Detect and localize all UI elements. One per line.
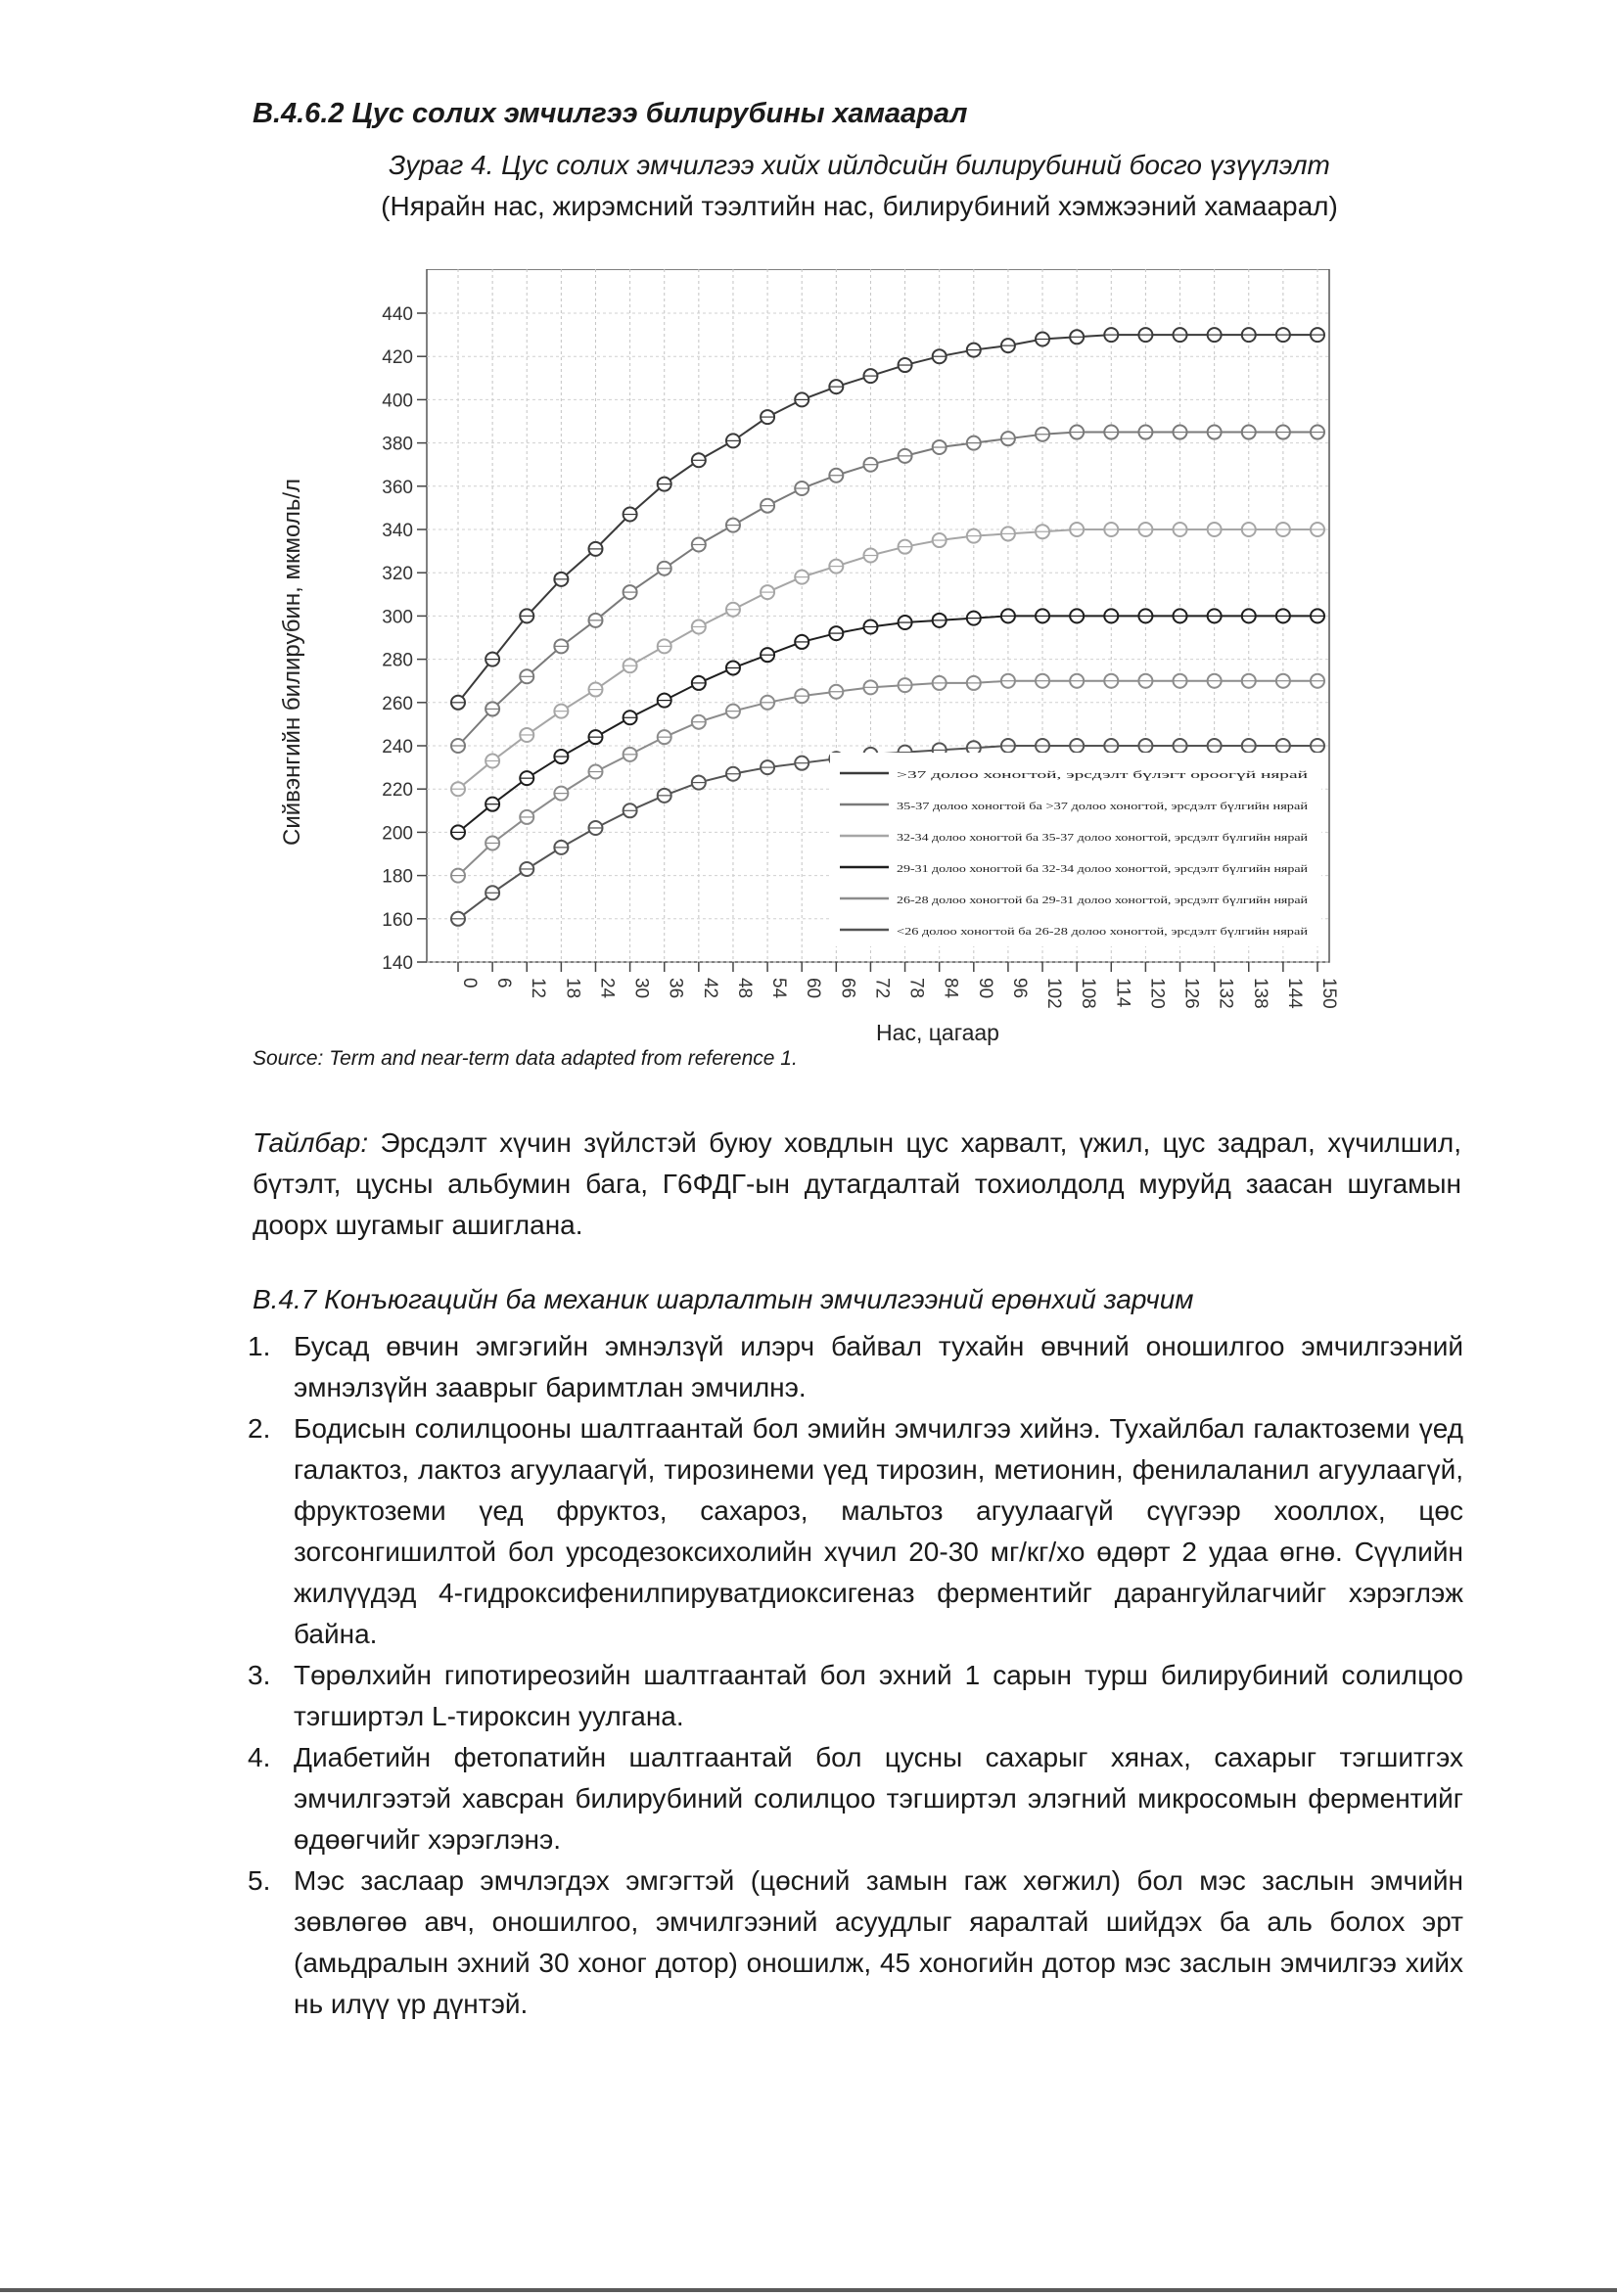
x-tick-label: 60 (803, 978, 824, 999)
section-title: В.4.6.2 Цус солих эмчилгээ билирубины хамаарал (253, 98, 968, 129)
x-tick-label: 120 (1146, 978, 1168, 1009)
page-bottom-edge (0, 2288, 1617, 2292)
subsection-title: В.4.7 Конъюгацийн ба механик шарлалтын эмчилгээний ерөнхий зарчим (253, 1284, 1194, 1314)
list-item-text: Төрөлхийн гипотиреозийн шалтгаантай бол эхний 1 сарын турш билирубиний солилцоо тэгширтэл L-тироксин уулгана. (294, 1660, 1463, 1731)
y-tick-label: 400 (382, 390, 413, 412)
list-item (240, 1737, 1463, 1860)
figure-caption-line2: (Нярайн нас, жирэмсний тээлтийн нас, билирубиний хэмжээний хамаарал) (381, 191, 1338, 221)
x-tick-label: 102 (1043, 978, 1065, 1009)
list-item (240, 1655, 1463, 1737)
list-item-number: 1. (248, 1331, 271, 1361)
x-tick-label: 90 (974, 978, 995, 999)
x-tick-label: 138 (1249, 978, 1270, 1009)
legend-entry: 29-31 долоо хоногтой ба 32-34 долоо хоногтой, эрсдэлт бүлгийн нярай (897, 863, 1309, 875)
x-tick-label: 126 (1180, 978, 1202, 1009)
x-tick-label: 18 (562, 978, 583, 999)
x-tick-label: 150 (1318, 978, 1339, 1009)
legend-box (830, 753, 1321, 946)
list-item-number: 5. (248, 1865, 271, 1896)
figure-source: Source: Term and near-term data adapted from reference 1. (253, 1047, 798, 1070)
y-tick-label: 440 (382, 304, 413, 325)
y-tick-label: 240 (382, 737, 413, 758)
list-item (240, 1860, 1463, 2025)
legend-entry: 35-37 долоо хоногтой ба >37 долоо хоногтой, эрсдэлт бүлгийн нярай (897, 801, 1309, 812)
x-tick-label: 48 (733, 978, 755, 999)
x-tick-label: 96 (1008, 978, 1030, 999)
y-tick-label: 180 (382, 866, 413, 888)
y-tick-label: 200 (382, 823, 413, 845)
list-item-text: Мэс заслаар эмчлэгдэх эмгэгтэй (цөсний замын гаж хөгжил) бол мэс заслын эмчийн зөвлөгөө авч, оношилгоо, эмчилгээний асуудлыг яаралтай шийдэх ба аль болох эрт (амьдралын эхний 30 хоног дотор) оношилж, 45 хоногийн дотор мэс заслын эмчилгээ хийх нь илүү үр дүнтэй. (294, 1865, 1463, 2019)
y-tick-label: 360 (382, 477, 413, 498)
list-item-text: Бусад өвчин эмгэгийн эмнэлзүй илэрч байвал тухайн өвчний оношилгоо эмчилгээний эмнэлзүйн зааврыг баримтлан эмчилнэ. (294, 1331, 1463, 1402)
x-tick-label: 72 (871, 978, 893, 999)
note-label: Тайлбар: (253, 1127, 369, 1158)
y-tick-label: 320 (382, 564, 413, 585)
y-tick-label: 260 (382, 693, 413, 714)
list-item (240, 1408, 1463, 1655)
list-item-number: 2. (248, 1413, 271, 1444)
x-tick-label: 12 (528, 978, 549, 999)
x-tick-label: 54 (768, 978, 790, 999)
note-text: Эрсдэлт хүчин зүйлстэй буюу ховдлын цус харвалт, үжил, цус задрал, хүчилшил, бүтэлт, цусны альбумин бага, Г6ФДГ-ын дутагдалтай тохиолдолд муруйд заасан шугамын доорх шугамыг ашиглана. (253, 1127, 1461, 1240)
y-axis-label: Сийвэнгийн билирубин, мкмоль/л (279, 478, 305, 847)
figure-caption (253, 145, 1466, 227)
x-tick-label: 30 (630, 978, 652, 999)
x-tick-label: 6 (493, 978, 515, 988)
legend-entry: <26 долоо хоногтой ба 26-28 долоо хоногтой, эрсдэлт бүлгийн нярай (897, 926, 1309, 938)
x-tick-label: 84 (940, 978, 961, 999)
x-tick-label: 42 (699, 978, 720, 999)
y-tick-label: 160 (382, 909, 413, 931)
list-item-text: Диабетийн фетопатийн шалтгаантай бол цусны сахарыг хянах, сахарыг тэгшитгэх эмчилгээтэй хавсран билирубиний солилцоо тэгширтэл элэгний микросомын ферментийг өдөөгчийг хэрэглэнэ. (294, 1742, 1463, 1855)
legend-entry: 26-28 долоо хоногтой ба 29-31 долоо хоногтой, эрсдэлт бүлгийн нярай (897, 895, 1309, 906)
x-tick-label: 78 (905, 978, 927, 999)
note-paragraph (253, 1123, 1461, 1246)
legend-entry: >37 долоо хоногтой, эрсдэлт бүлэгт ороогүй нярай (897, 769, 1309, 781)
y-tick-label: 220 (382, 780, 413, 802)
y-tick-label: 420 (382, 347, 413, 369)
x-tick-label: 132 (1215, 978, 1236, 1009)
list-item-number: 4. (248, 1742, 271, 1772)
x-tick-label: 114 (1112, 978, 1133, 1008)
x-tick-label: 66 (837, 978, 858, 999)
chart-svg (262, 269, 1349, 1052)
principles-list (240, 1326, 1463, 2025)
list-item (240, 1326, 1463, 1408)
x-tick-label: 24 (596, 978, 618, 999)
legend-entry: 32-34 долоо хоногтой ба 35-37 долоо хоногтой, эрсдэлт бүлгийн нярай (897, 832, 1309, 844)
x-tick-label: 36 (665, 978, 686, 999)
list-item-number: 3. (248, 1660, 271, 1690)
x-tick-label: 0 (459, 978, 480, 988)
list-item-text: Бодисын солилцооны шалтгаантай бол эмийн эмчилгээ хийнэ. Тухайлбал галактоземи үед галактоз, лактоз агуулаагүй, тирозинеми үед тирозин, метионин, фенилаланил агуулаагүй, фруктоземи үед фруктоз, сахароз, мальтоз агуулаагүй сүүгээр хооллох, цөс зогсонгишилтой бол урсодезоксихолийн хүчил 20-30 мг/кг/хо өдөрт 2 удаа өгнө. Сүүлийн жилүүдэд 4-гидроксифенилпируватдиоксигеназ ферментийг дарангуйлагчийг хэрэглэж байна. (294, 1413, 1463, 1649)
y-tick-label: 300 (382, 607, 413, 628)
figure-caption-line1: Зураг 4. Цус солих эмчилгээ хийх ийлдсийн билирубиний босго үзүүлэлт (389, 150, 1330, 180)
x-axis-label: Нас, цагаар (876, 1020, 999, 1045)
y-tick-label: 280 (382, 650, 413, 671)
y-tick-label: 340 (382, 521, 413, 541)
x-tick-label: 144 (1283, 978, 1305, 1009)
y-tick-label: 140 (382, 953, 413, 974)
x-tick-label: 108 (1078, 978, 1099, 1009)
y-tick-label: 380 (382, 434, 413, 455)
bilirubin-chart (262, 269, 1349, 1052)
